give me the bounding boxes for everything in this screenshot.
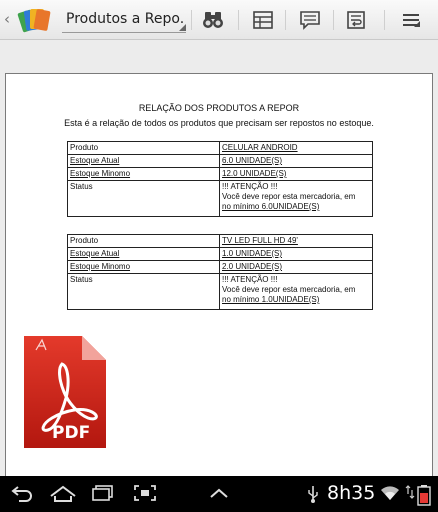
status-line: no mínimo 1.0UNIDADE(S) <box>222 295 320 304</box>
table-row <box>68 235 373 248</box>
menu-icon[interactable] <box>399 8 423 32</box>
wrap-text-icon[interactable] <box>344 8 368 32</box>
spinner-underline <box>62 32 186 33</box>
back-chevron-icon[interactable]: ‹ <box>4 10 10 28</box>
wifi-icon <box>380 484 400 502</box>
table-row <box>68 155 373 168</box>
divider <box>191 10 192 30</box>
comment-icon[interactable] <box>298 8 322 32</box>
back-icon[interactable] <box>10 484 34 502</box>
row-label: Estoque Minomo <box>68 261 220 274</box>
row-label: Produto <box>68 235 220 248</box>
table-row <box>68 181 373 217</box>
product-table <box>67 234 373 310</box>
status-label: Status <box>68 274 220 310</box>
row-value: 6.0 UNIDADE(S) <box>220 155 373 168</box>
recent-apps-icon[interactable] <box>90 484 116 502</box>
doc-title: RELAÇÃO DOS PRODUTOS A REPOR <box>138 103 300 113</box>
document-title: Produtos a Repo. <box>66 11 185 27</box>
home-icon[interactable] <box>48 484 78 502</box>
battery-icon <box>416 484 432 506</box>
status-line: !!! ATENÇÃO !!! <box>222 275 278 284</box>
row-value: 1.0 UNIDADE(S) <box>220 248 373 261</box>
pdf-file-icon[interactable] <box>22 334 108 450</box>
pdf-label: PDF <box>52 423 91 443</box>
document-viewer[interactable] <box>0 40 438 476</box>
divider <box>384 10 385 30</box>
clock: 8h35 <box>327 482 376 504</box>
table-row <box>68 248 373 261</box>
status-label: Status <box>68 181 220 217</box>
divider <box>285 10 286 30</box>
status-line: Você deve repor esta mercadoria, em <box>222 192 356 201</box>
data-arrows-icon <box>405 484 415 502</box>
status-cell <box>220 274 373 310</box>
screenshot-icon[interactable] <box>133 484 157 502</box>
status-line: !!! ATENÇÃO !!! <box>222 182 278 191</box>
status-line: Você deve repor esta mercadoria, em <box>222 285 356 294</box>
table-icon[interactable] <box>251 8 275 32</box>
row-label: Estoque Atual <box>68 248 220 261</box>
row-value: 12.0 UNIDADE(S) <box>220 168 373 181</box>
table-row <box>68 261 373 274</box>
action-bar <box>0 0 438 40</box>
doc-subtitle: Esta é a relação de todos os produtos que precisam ser repostos no estoque. <box>64 118 374 128</box>
divider <box>238 10 239 30</box>
table-row <box>68 142 373 155</box>
row-label: Produto <box>68 142 220 155</box>
up-chevron-icon[interactable] <box>208 486 230 500</box>
system-navbar <box>0 476 438 512</box>
status-cell <box>220 181 373 217</box>
row-value: 2.0 UNIDADE(S) <box>220 261 373 274</box>
row-value: CELULAR ANDROID <box>220 142 373 155</box>
row-label: Estoque Minomo <box>68 168 220 181</box>
divider <box>333 10 334 30</box>
row-label: Estoque Atual <box>68 155 220 168</box>
binoculars-icon[interactable] <box>201 8 225 32</box>
table-row <box>68 274 373 310</box>
spinner-triangle-icon <box>179 24 186 31</box>
app-logo-icon[interactable] <box>16 5 54 35</box>
table-row <box>68 168 373 181</box>
document-title-spinner[interactable] <box>62 6 186 34</box>
row-value: TV LED FULL HD 49' <box>220 235 373 248</box>
status-line: no mínimo 6.0UNIDADE(S) <box>222 202 320 211</box>
usb-icon <box>306 484 320 504</box>
product-table <box>67 141 373 217</box>
